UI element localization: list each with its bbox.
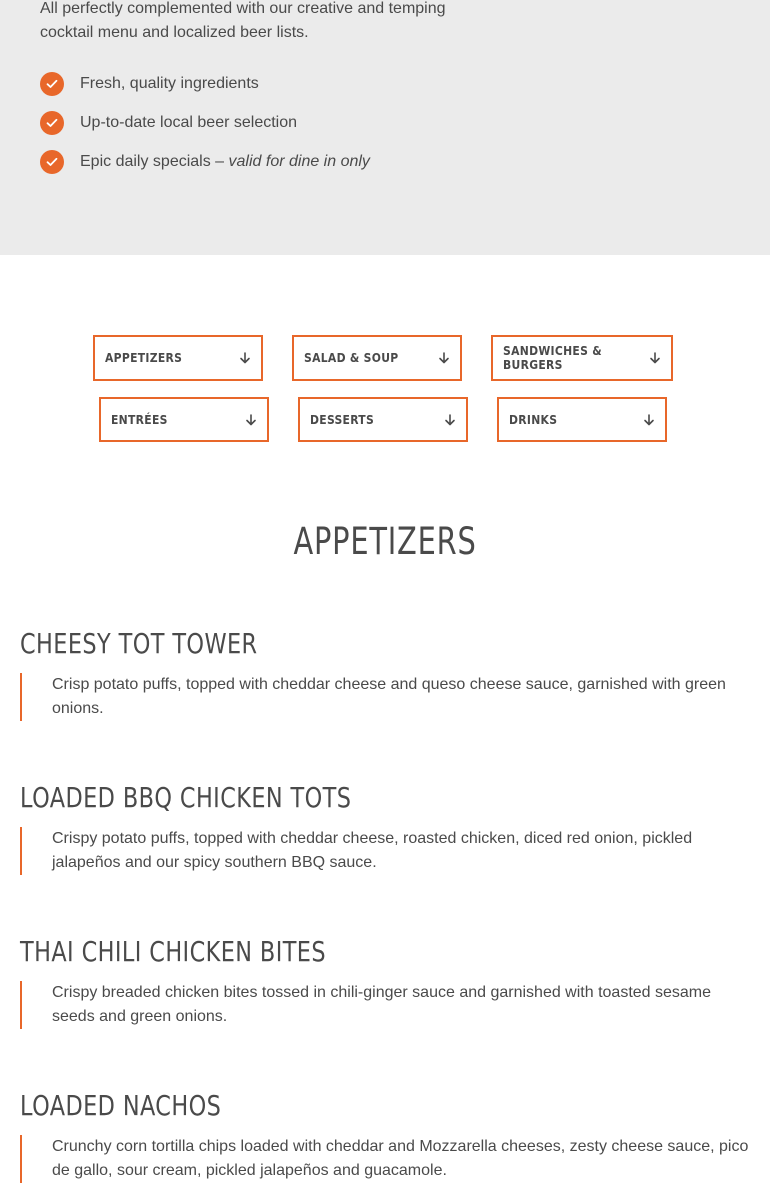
item-name: CHEESY TOT TOWER xyxy=(20,627,258,660)
feature-item xyxy=(40,103,370,142)
tab-sandwiches-burgers[interactable] xyxy=(491,335,673,381)
item-name: LOADED NACHOS xyxy=(20,1089,222,1122)
intro-text: All perfectly complemented with our creative and temping cocktail menu and localized beer lists. xyxy=(40,0,446,41)
tab-drinks[interactable] xyxy=(497,397,667,442)
arrow-down-icon xyxy=(643,414,655,426)
menu-item xyxy=(20,935,750,1029)
tab-appetizers[interactable] xyxy=(93,335,263,381)
menu-item xyxy=(20,781,750,875)
check-icon xyxy=(40,150,64,174)
feature-text: Fresh, quality ingredients xyxy=(80,74,259,92)
tab-label: SALAD & SOUP xyxy=(304,351,399,365)
feature-item xyxy=(40,142,370,181)
check-icon xyxy=(40,72,64,96)
arrow-down-icon xyxy=(239,352,251,364)
tab-label: DRINKS xyxy=(509,412,558,427)
feature-list xyxy=(40,64,370,181)
tab-label: ENTRÉES xyxy=(111,412,168,427)
tab-label: APPETIZERS xyxy=(105,351,183,365)
feature-text: Up-to-date local beer selection xyxy=(80,113,298,131)
item-description: Crispy breaded chicken bites tossed in chili-ginger sauce and garnished with toasted sesame seeds and green onions. xyxy=(20,981,750,1029)
tab-salad-soup[interactable] xyxy=(292,335,462,381)
arrow-down-icon xyxy=(438,352,450,364)
feature-item xyxy=(40,64,370,103)
arrow-down-icon xyxy=(245,414,257,426)
item-name: THAI CHILI CHICKEN BITES xyxy=(20,935,326,968)
item-description: Crunchy corn tortilla chips loaded with cheddar and Mozzarella cheeses, zesty cheese sauce, pico de gallo, sour cream, pickled jalapeños and guacamole. xyxy=(20,1135,750,1183)
tab-desserts[interactable] xyxy=(298,397,468,442)
item-description: Crisp potato puffs, topped with cheddar cheese and queso cheese sauce, garnished with green onions. xyxy=(20,673,750,721)
tab-label: DESSERTS xyxy=(310,412,375,427)
item-name: LOADED BBQ CHICKEN TOTS xyxy=(20,781,352,814)
menu-item xyxy=(20,1089,750,1183)
feature-text: Epic daily specials – valid for dine in only xyxy=(80,152,370,170)
section-title: APPETIZERS xyxy=(293,520,477,563)
menu-item xyxy=(20,627,750,721)
tab-row xyxy=(0,335,770,381)
arrow-down-icon xyxy=(444,414,456,426)
tab-entrees[interactable] xyxy=(99,397,269,442)
check-icon xyxy=(40,111,64,135)
item-description: Crispy potato puffs, topped with cheddar cheese, roasted chicken, diced red onion, pickled jalapeños and our spicy southern BBQ sauce. xyxy=(20,827,750,875)
arrow-down-icon xyxy=(649,352,661,364)
tab-label: SANDWICHES & BURGERS xyxy=(503,344,602,372)
feature-emphasis: valid for dine in only xyxy=(228,152,370,170)
features-band xyxy=(0,0,770,255)
tab-row xyxy=(0,397,770,443)
